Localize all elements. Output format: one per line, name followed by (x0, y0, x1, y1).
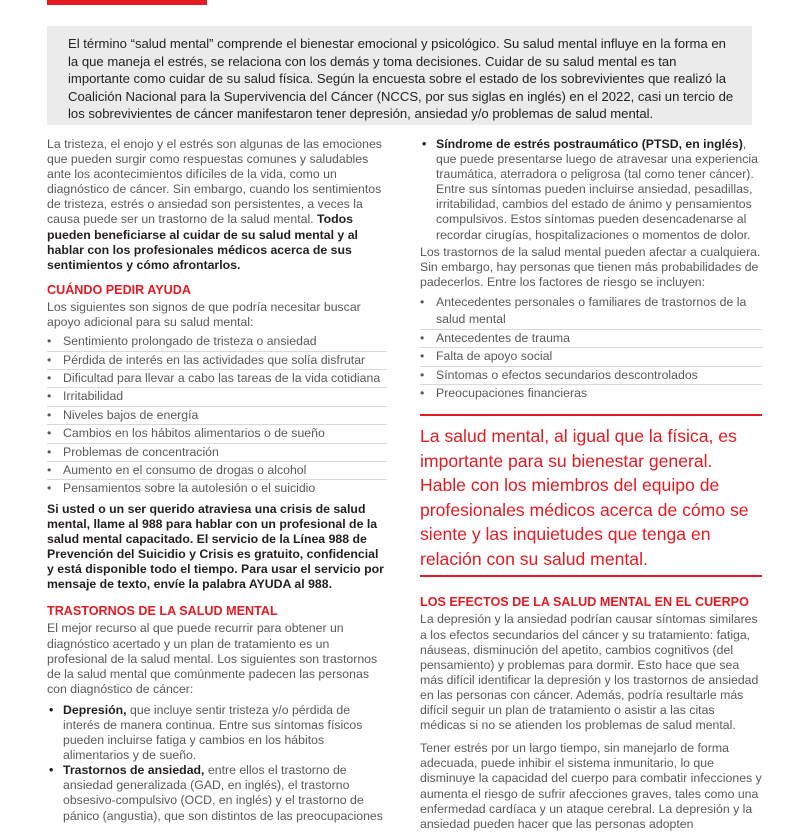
list-item: • Sentimiento prolongado de tristeza o ansiedad (47, 333, 387, 351)
disorders-list (47, 703, 387, 824)
pull-quote-text: La salud mental, al igual que la física, es importante para su bienestar general. Hable con los miembros del equipo de profesionales médicos acerca de cómo se siente y las inquietudes que tenga en relación con su salud mental. (420, 426, 749, 569)
pull-quote (420, 414, 762, 577)
list-item: • Irritabilidad (47, 388, 387, 406)
intro-box (47, 26, 752, 125)
list-item: • Pensamientos sobre la autolesión o el suicidio (47, 480, 387, 497)
intro-text: El término “salud mental” comprende el bienestar emocional y psicológico. Su salud mental influye en la forma en la que maneja el estrés, se relaciona con los demás y toma decisiones. Cuidar de su salud mental es tan importante como cuidar de su salud física. Según la encuesta sobre el estado de los sobrevivientes que realizó la Coalición Nacional para la Supervivencia del Cáncer (NCCS, por sus siglas en inglés) en el 2022, casi un tercio de los sobrevivientes de cáncer manifestaron tener depresión, ansiedad y/o problemas de salud mental. (68, 36, 734, 121)
list-item: • Pérdida de interés en las actividades que solía disfrutar (47, 352, 387, 370)
section-heading-when-to-seek-help: CUÁNDO PEDIR AYUDA (47, 282, 191, 297)
list-item: • Preocupaciones financieras (420, 385, 762, 402)
help-intro: Los siguientes son signos de que podría necesitar buscar apoyo adicional para su salud mental: (47, 299, 361, 330)
disorders-intro: El mejor recurso al que puede recurrir para obtener un diagnóstico acertado y un plan de tratamiento es un profesional de la salud mental. Los siguientes son trastornos de la salud mental que comúnmente padecen las personas con diagnóstico de cáncer: (47, 621, 378, 696)
list-item: • Trastornos de ansiedad, entre ellos el trastorno de ansiedad generalizada (GAD, en inglés), el trastorno obsesivo-compulsivo (OCD, en inglés) y el trastorno de pánico (angustia), que son distintos de las preocupaciones (47, 763, 387, 823)
section-heading-mental-health-disorders: TRASTORNOS DE LA SALUD MENTAL (47, 604, 278, 619)
list-item: • Depresión, que incluye sentir tristeza y/o pérdida de interés de manera continua. Entre sus síntomas físicos pueden incluirse fatiga y cambios en los hábitos alimentarios y de sueño. (47, 703, 387, 763)
effects-paragraph-1: La depresión y la ansiedad podrían causar síntomas similares a los efectos secundarios del cáncer y su tratamiento: fatiga, náuseas, disminución del apetito, cambios cognitivos (del pensamiento) y problemas para dormir. Esto hace que sea más difícil identificar la depresión y los trastornos de ansiedad en las personas con cáncer. Además, podría resultarle más difícil seguir un plan de tratamiento o asistir a las citas médicas si no se atienden los problemas de salud mental. (420, 612, 759, 733)
section-heading-effects-on-body: LOS EFECTOS DE LA SALUD MENTAL EN EL CUERPO (420, 595, 749, 610)
risk-factors-list (420, 294, 762, 402)
left-column (47, 137, 387, 824)
list-item: • Síntomas o efectos secundarios descontrolados (420, 367, 762, 385)
list-item: • Antecedentes de trauma (420, 330, 762, 348)
effects-paragraph-2: Tener estrés por un largo tiempo, sin manejarlo de forma adecuada, puede inhibir el sistema inmunitario, lo que disminuye la capacidad del cuerpo para combatir infecciones y aumenta el riesgo de sufrir afecciones graves, tales como una enfermedad cardíaca y un ataque cerebral. La depresión y la ansiedad pueden hacer que las personas adopten (420, 741, 762, 831)
list-item: • Aumento en el consumo de drogas o alcohol (47, 462, 387, 480)
list-item: • Síndrome de estrés postraumático (PTSD, en inglés), que puede presentarse luego de atravesar una experiencia traumática, aterradora o peligrosa (tal como tener cáncer). Entre sus síntomas pueden incluirse ansiedad, pesadillas, irritabilidad, cambios del estado de ánimo y pensamientos compulsivos. Estos síntomas pueden desencadenarse al recordar cirugías, hospitalizaciones o momentos de dolor. (420, 137, 762, 243)
top-accent-bar (47, 0, 207, 5)
list-item: • Dificultad para llevar a cabo las tareas de la vida cotidiana (47, 370, 387, 388)
signs-list (47, 333, 387, 498)
left-intro-paragraph: La tristeza, el enojo y el estrés son algunas de las emociones que pueden surgir como respuestas comunes y saludables ante los acontecimientos difíciles de la vida, como un diagnóstico de cáncer. Sin embargo, cuando los sentimientos de tristeza, estrés o ansiedad son persistentes, a veces la causa puede ser un trastorno de la salud mental. Todos pueden beneficiarse al cuidar de su salud mental y al hablar con los profesionales médicos acerca de sus sentimientos y cómo afrontarlos. (47, 137, 382, 272)
list-item: • Cambios en los hábitos alimentarios o de sueño (47, 425, 387, 443)
list-item: • Antecedentes personales o familiares de trastornos de la salud mental (420, 294, 762, 330)
right-column (420, 137, 762, 832)
list-item: • Problemas de concentración (47, 444, 387, 462)
crisis-paragraph: Si usted o un ser querido atraviesa una crisis de salud mental, llame al 988 para hablar con un profesional de la salud mental capacitado. El servicio de la Línea 988 de Prevención del Suicidio y Crisis es gratuito, confidencial y está disponible todo el tiempo. Para usar el servicio por mensaje de texto, envíe la palabra AYUDA al 988. (47, 501, 384, 592)
list-item: • Falta de apoyo social (420, 348, 762, 366)
ptsd-list (420, 137, 762, 243)
risk-intro: Los trastornos de la salud mental pueden afectar a cualquiera. Sin embargo, hay personas que tienen más probabilidades de padecerlos. Entre los factores de riesgo se incluyen: (420, 244, 761, 289)
list-item: • Niveles bajos de energía (47, 407, 387, 425)
